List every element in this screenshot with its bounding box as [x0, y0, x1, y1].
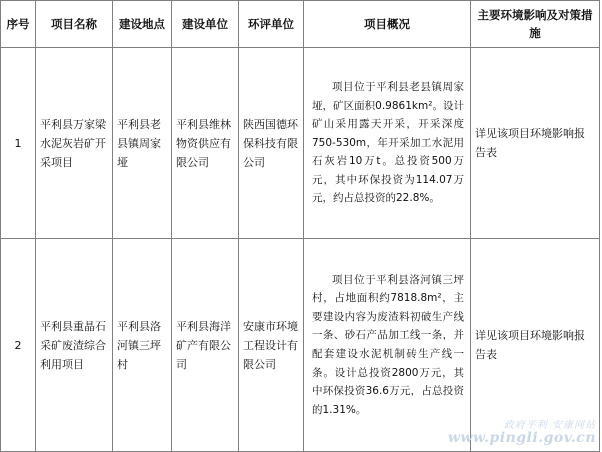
cell-overview	[304, 239, 471, 452]
cell-overview	[304, 48, 471, 239]
cell-location: 平利县老县镇周家垭	[113, 48, 172, 239]
overview-text: 项目位于平利县老县镇周家垭，矿区面积0.9861km²。设计矿山采用露天开采，开采深度750-530m，年开采加工水泥用石灰岩10万t。总投资500万元，其中环保投资为114.07万元，约占总投资的22.8%。	[312, 80, 464, 205]
cell-eia-unit: 安康市环境工程设计有限公司	[239, 239, 304, 452]
header-no: 序号	[1, 1, 36, 48]
watermark-text: 政府平利 安康网站	[503, 420, 596, 431]
cell-builder: 平利县维林物资供应有限公司	[172, 48, 239, 239]
header-project-name: 项目名称	[36, 1, 113, 48]
cell-measures: 详见该项目环境影响报告表	[471, 48, 600, 239]
cell-builder: 平利县海洋矿产有限公司	[172, 239, 239, 452]
header-overview: 项目概况	[304, 1, 471, 48]
cell-project-name: 平利县万家梁水泥灰岩矿开采项目	[36, 48, 113, 239]
cell-project-name: 平利县重晶石采矿废渣综合利用项目	[36, 239, 113, 452]
cell-no: 2	[1, 239, 36, 452]
site-watermark	[448, 419, 596, 445]
header-builder: 建设单位	[172, 1, 239, 48]
overview-text: 项目位于平利县洛河镇三坪村，占地面积约7818.8m²，主要建设内容为废渣料初破生产线一条、砂石产品加工线一条，并配套建设水泥机制砖生产线一条。设计总投资2800万元，其中环保投资36.6万元，占总投资的1.31%。	[312, 273, 464, 416]
cell-eia-unit: 陕西国德环保科技有限公司	[239, 48, 304, 239]
header-location: 建设地点	[113, 1, 172, 48]
header-eia-unit: 环评单位	[239, 1, 304, 48]
cell-no: 1	[1, 48, 36, 239]
cell-measures: 详见该项目环境影响报告表	[471, 239, 600, 452]
header-measures: 主要环境影响及对策措施	[471, 1, 600, 48]
table-header-row	[1, 1, 600, 48]
cell-location: 平利县洛河镇三坪村	[113, 239, 172, 452]
table-row	[1, 48, 600, 239]
watermark-url: www.pingli.gov.cn	[447, 430, 596, 446]
